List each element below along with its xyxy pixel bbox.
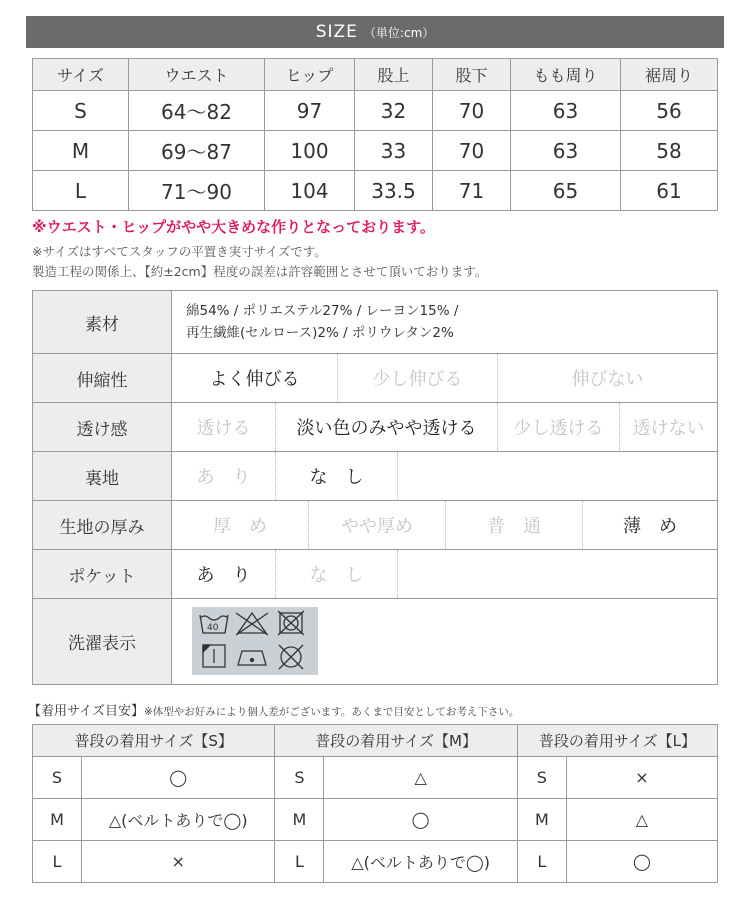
- fit-mark: ◯: [324, 799, 517, 841]
- sheer-option: 少し透ける: [498, 403, 620, 451]
- material-line: 再生繊維(セルロース)2% / ポリウレタン2%: [186, 325, 454, 341]
- table-cell: 63: [511, 91, 621, 131]
- fit-guide-title-block: [28, 700, 519, 719]
- table-cell: 61: [621, 171, 718, 211]
- feature-label: 透け感: [33, 403, 172, 451]
- col-header-hip: ヒップ: [265, 59, 355, 91]
- table-cell: 71〜90: [129, 171, 265, 211]
- table-row: [33, 171, 718, 211]
- material-line: 綿54% / ポリエステル27% / レーヨン15% /: [186, 303, 459, 319]
- fit-size-label: M: [33, 799, 82, 841]
- feature-row-stretch: [33, 354, 717, 403]
- fit-guide-table: [32, 724, 718, 883]
- feature-label: 裏地: [33, 452, 172, 500]
- material-composition: [172, 291, 472, 353]
- fit-size-label: S: [517, 757, 566, 799]
- fit-mark: △(ベルトありで◯): [324, 841, 517, 883]
- table-cell: 58: [621, 131, 718, 171]
- table-cell: 65: [511, 171, 621, 211]
- col-header-waist: ウエスト: [129, 59, 265, 91]
- thickness-option: やや厚め: [309, 501, 446, 549]
- note-measurement: ※サイズはすべてスタッフの平置き実寸サイズです。: [32, 244, 327, 259]
- fit-mark: ×: [566, 757, 717, 799]
- feature-row-pocket: [33, 550, 717, 599]
- fit-mark: ◯: [566, 841, 717, 883]
- note-waist-hip: ※ウエスト・ヒップがやや大きめな作りとなっております。: [32, 218, 435, 236]
- fit-mark: △(ベルトありで◯): [82, 799, 275, 841]
- lining-option: あ り: [172, 452, 276, 500]
- fit-size-label: M: [275, 799, 324, 841]
- no-tumble-dry-icon: [278, 611, 304, 635]
- col-header-rise: 股上: [355, 59, 433, 91]
- pocket-option: な し: [276, 550, 398, 598]
- table-cell: M: [33, 131, 129, 171]
- table-row: [33, 799, 718, 841]
- feature-row-material: [33, 291, 717, 354]
- thickness-option: 普 通: [446, 501, 583, 549]
- table-cell: 104: [265, 171, 355, 211]
- table-cell: 70: [433, 131, 511, 171]
- fit-size-label: S: [33, 757, 82, 799]
- table-row: [33, 91, 718, 131]
- stretch-option: 伸びない: [571, 369, 644, 390]
- sheer-option: 透ける: [172, 403, 276, 451]
- low-iron-icon: [238, 651, 266, 665]
- feature-label: 素材: [33, 291, 172, 353]
- stretch-option: よく伸びる: [172, 354, 338, 402]
- thickness-option: 厚 め: [172, 501, 309, 549]
- lining-option: な し: [276, 452, 398, 500]
- size-unit: （単位:cm）: [363, 25, 435, 40]
- laundry-symbols-svg: [192, 607, 318, 675]
- note-tolerance: 製造工程の関係上、【約±2cm】程度の誤差は許容範囲とさせて頂いております。: [32, 264, 488, 279]
- size-title: SIZE: [315, 22, 358, 42]
- fit-mark: △: [324, 757, 517, 799]
- fit-size-label: L: [517, 841, 566, 883]
- size-table: [32, 58, 718, 211]
- wash-temp-label: 40: [207, 623, 219, 633]
- fit-guide-note: ※体型やお好みにより個人差がございます。あくまで目安としてお考え下さい。: [143, 706, 520, 718]
- table-cell: 71: [433, 171, 511, 211]
- table-cell: 70: [433, 91, 511, 131]
- table-row: [33, 841, 718, 883]
- table-row: [33, 757, 718, 799]
- sheer-option: 淡い色のみやや透ける: [276, 403, 498, 451]
- feature-label: 伸縮性: [33, 354, 172, 402]
- table-row: [33, 131, 718, 171]
- product-features-table: [32, 290, 718, 685]
- col-header-size: サイズ: [33, 59, 129, 91]
- fit-size-label: L: [33, 841, 82, 883]
- table-cell: 32: [355, 91, 433, 131]
- table-cell: S: [33, 91, 129, 131]
- table-cell: L: [33, 171, 129, 211]
- col-header-hem: 裾周り: [621, 59, 718, 91]
- size-table-header-row: [33, 59, 718, 91]
- fit-header-usual-s: 普段の着用サイズ【S】: [33, 725, 275, 757]
- table-cell: 100: [265, 131, 355, 171]
- fit-header-usual-l: 普段の着用サイズ【L】: [517, 725, 717, 757]
- table-cell: 64〜82: [129, 91, 265, 131]
- fit-size-label: M: [517, 799, 566, 841]
- line-dry-shade-icon: [203, 645, 225, 667]
- col-header-inseam: 股下: [433, 59, 511, 91]
- no-bleach-icon: [236, 613, 268, 635]
- table-cell: 33: [355, 131, 433, 171]
- laundry-symbols: [192, 607, 318, 675]
- size-section-header: [26, 16, 724, 48]
- fit-size-label: S: [275, 757, 324, 799]
- feature-row-lining: [33, 452, 717, 501]
- fit-header-usual-m: 普段の着用サイズ【M】: [275, 725, 517, 757]
- feature-row-laundry: [33, 599, 717, 685]
- pocket-option: あ り: [172, 550, 276, 598]
- feature-row-sheer: [33, 403, 717, 452]
- table-cell: 97: [265, 91, 355, 131]
- fit-mark: ◯: [82, 757, 275, 799]
- fit-mark: △: [566, 799, 717, 841]
- fit-mark: ×: [82, 841, 275, 883]
- fit-guide-title: 【着用サイズ目安】: [28, 704, 144, 719]
- wash-40-icon: [200, 615, 228, 633]
- feature-label: 洗濯表示: [33, 599, 172, 684]
- sheer-option: 透けない: [632, 418, 705, 439]
- table-cell: 63: [511, 131, 621, 171]
- feature-row-thickness: [33, 501, 717, 550]
- feature-label: 生地の厚み: [33, 501, 172, 549]
- table-cell: 56: [621, 91, 718, 131]
- stretch-option: 少し伸びる: [338, 354, 498, 402]
- fit-size-label: L: [275, 841, 324, 883]
- no-dry-clean-icon: [279, 645, 303, 669]
- thickness-option: 薄 め: [623, 516, 677, 537]
- feature-label: ポケット: [33, 550, 172, 598]
- table-cell: 33.5: [355, 171, 433, 211]
- fit-guide-header-row: [33, 725, 718, 757]
- col-header-thigh: もも周り: [511, 59, 621, 91]
- table-cell: 69〜87: [129, 131, 265, 171]
